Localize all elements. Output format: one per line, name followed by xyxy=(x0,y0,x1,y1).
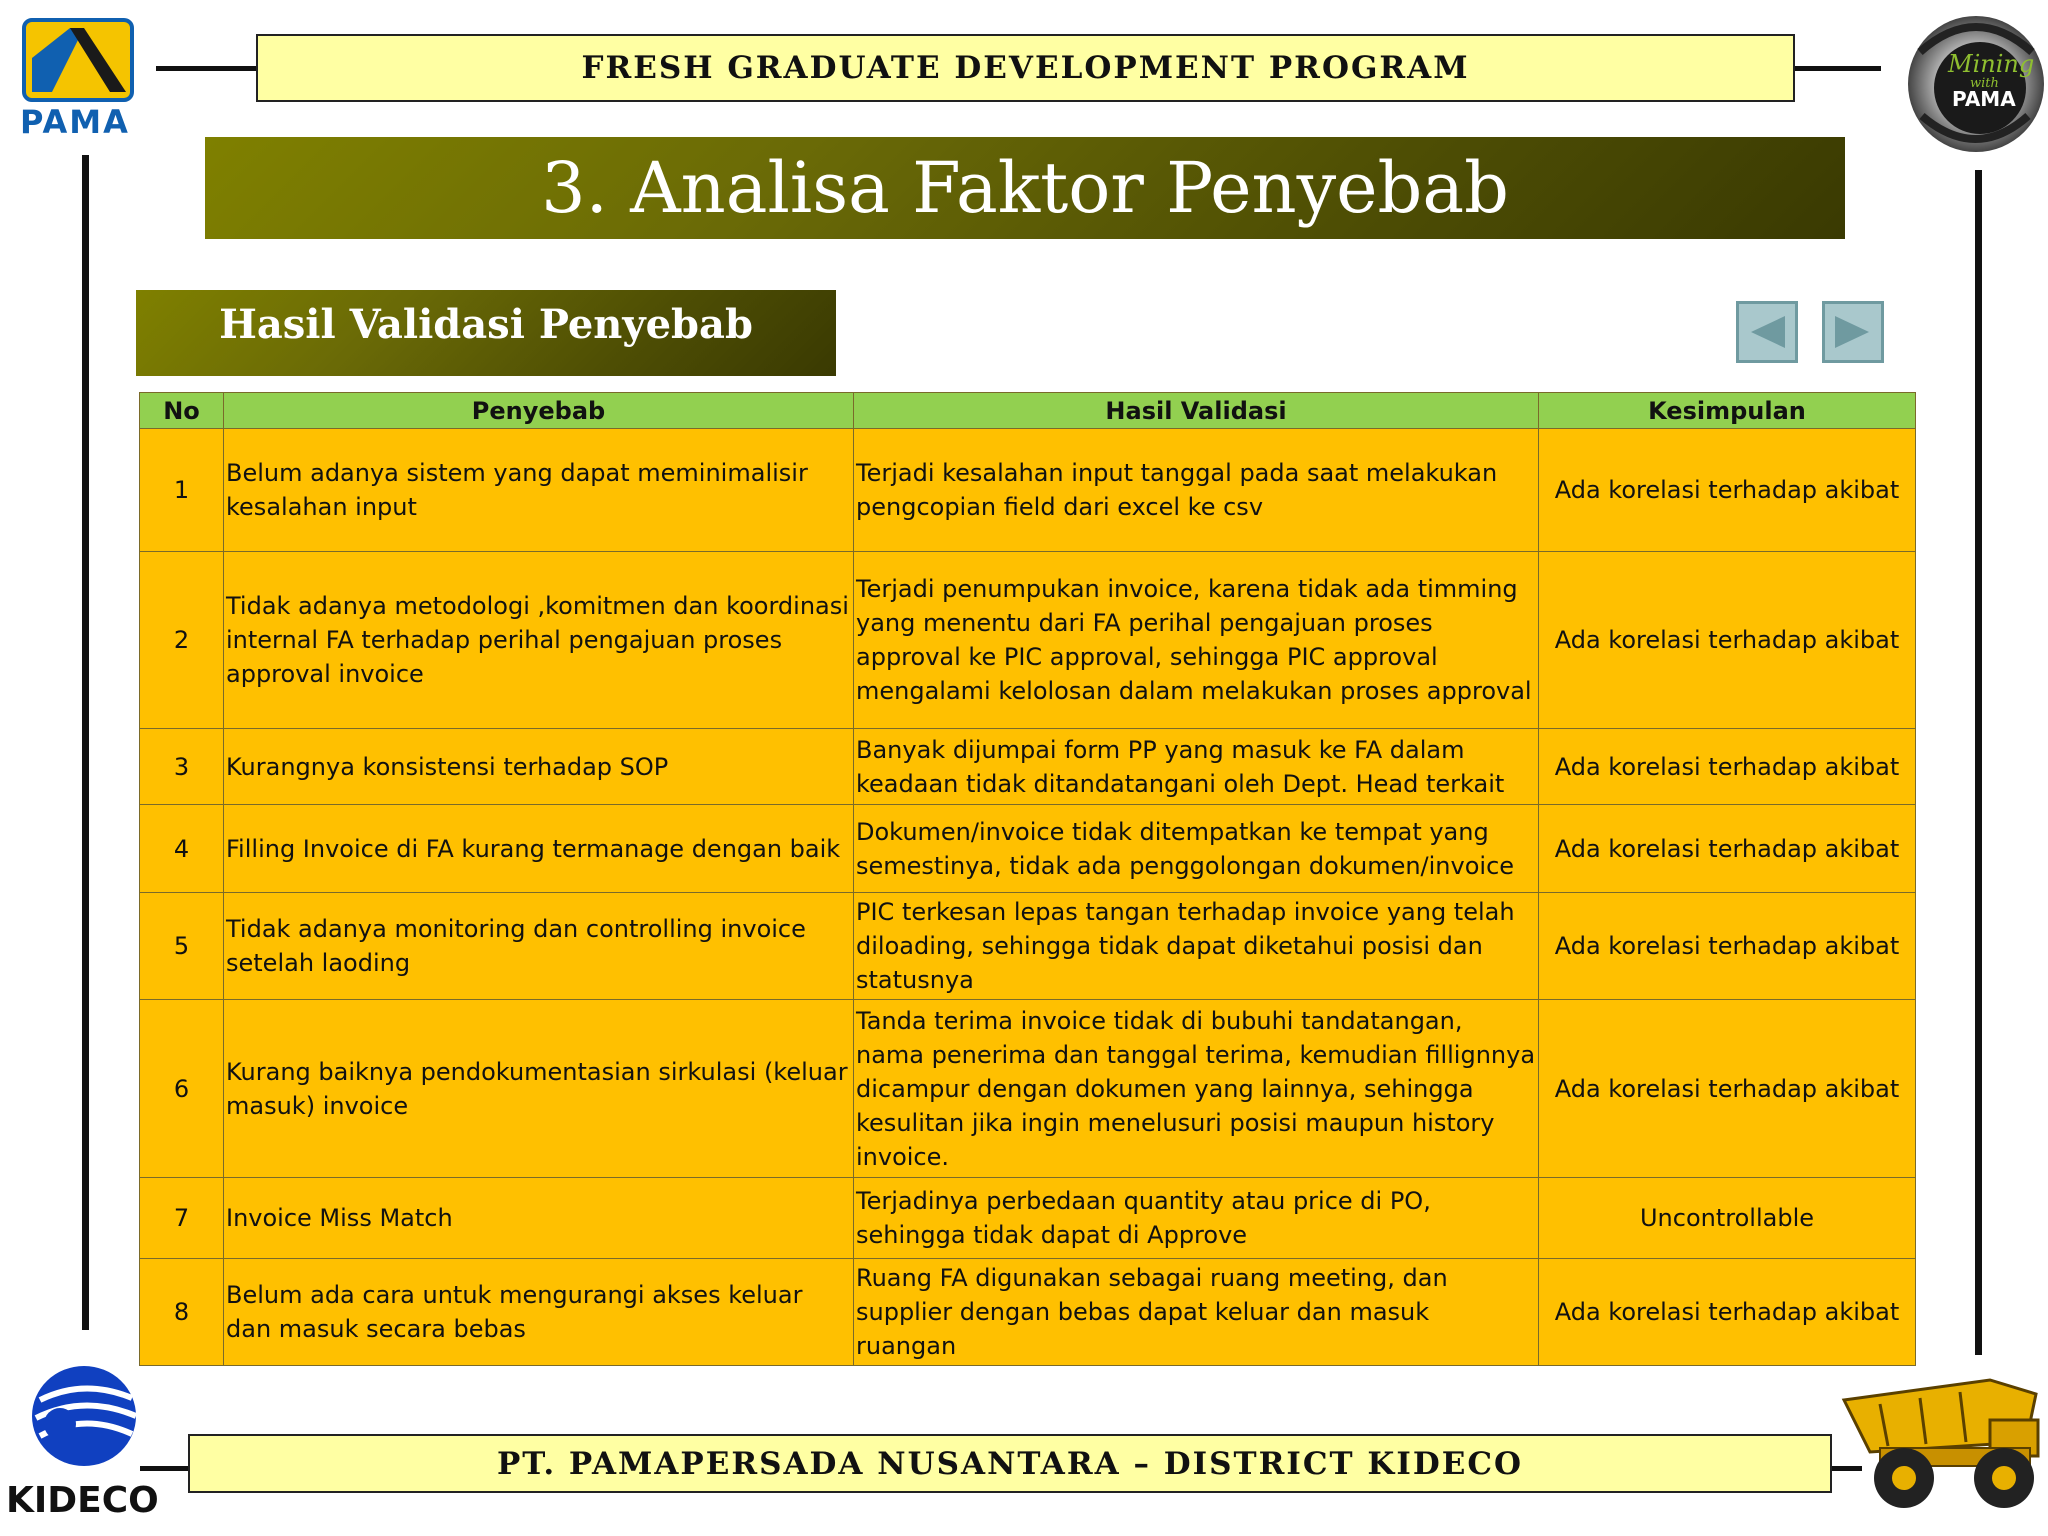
company-district: PT. PAMAPERSADA NUSANTARA – DISTRICT KIDECO xyxy=(496,1445,1524,1482)
company-footer-banner xyxy=(188,1434,1832,1493)
row-no: 8 xyxy=(140,1259,224,1366)
footer-rule-left xyxy=(140,1466,188,1471)
table-row xyxy=(140,893,1916,1000)
row-no: 7 xyxy=(140,1178,224,1259)
row-cause: Tidak adanya monitoring dan controlling invoice setelah laoding xyxy=(224,893,854,1000)
table-row xyxy=(140,1178,1916,1259)
row-cause: Kurangnya konsistensi terhadap SOP xyxy=(224,729,854,805)
row-no: 2 xyxy=(140,552,224,729)
table-row xyxy=(140,805,1916,893)
row-result: Terjadinya perbedaan quantity atau price di PO, sehingga tidak dapat di Approve xyxy=(854,1178,1539,1259)
row-result: PIC terkesan lepas tangan terhadap invoice yang telah diloading, sehingga tidak dapat diketahui posisi dan statusnya xyxy=(854,893,1539,1000)
motto-line-2: with xyxy=(1970,76,1999,91)
row-cause: Belum ada cara untuk mengurangi akses keluar dan masuk secara bebas xyxy=(224,1259,854,1366)
table-row xyxy=(140,552,1916,729)
validation-table xyxy=(139,392,1916,1366)
row-result: Terjadi penumpukan invoice, karena tidak ada timming yang menentu dari FA perihal pengajuan proses approval ke PIC approval, sehingga PIC approval mengalami kelolosan dalam melakukan proses approval xyxy=(854,552,1539,729)
motto-line-3: PAMA xyxy=(1952,87,2016,111)
row-no: 4 xyxy=(140,805,224,893)
row-result: Tanda terima invoice tidak di bubuhi tandatangan, nama penerima dan tanggal terima, kemudian fillignnya dicampur dengan dokumen yang lainnya, sehingga kesulitan jika ingin menelusuri posisi maupun history invoice. xyxy=(854,1000,1539,1178)
row-conclusion: Ada korelasi terhadap akibat xyxy=(1539,729,1916,805)
row-conclusion: Ada korelasi terhadap akibat xyxy=(1539,429,1916,552)
row-conclusion: Ada korelasi terhadap akibat xyxy=(1539,893,1916,1000)
table-row xyxy=(140,729,1916,805)
header-no: No xyxy=(140,393,224,429)
table-row xyxy=(140,429,1916,552)
slide-title-bar xyxy=(205,137,1845,239)
row-conclusion: Ada korelasi terhadap akibat xyxy=(1539,805,1916,893)
table-header-row xyxy=(140,393,1916,429)
row-conclusion: Ada korelasi terhadap akibat xyxy=(1539,1259,1916,1366)
row-cause: Belum adanya sistem yang dapat meminimalisir kesalahan input xyxy=(224,429,854,552)
pama-logo-icon xyxy=(22,18,134,102)
header-rule-right xyxy=(1795,66,1881,71)
dump-truck-icon xyxy=(1840,1360,2048,1510)
right-border-rule xyxy=(1975,170,1982,1355)
header-result: Hasil Validasi xyxy=(854,393,1539,429)
header-cause: Penyebab xyxy=(224,393,854,429)
table-row xyxy=(140,1259,1916,1366)
header-rule-left xyxy=(156,66,256,71)
header-conclusion: Kesimpulan xyxy=(1539,393,1916,429)
pama-logo-text: PAMA xyxy=(20,103,130,141)
row-conclusion: Ada korelasi terhadap akibat xyxy=(1539,1000,1916,1178)
triangle-right-icon xyxy=(1831,312,1875,352)
row-cause: Invoice Miss Match xyxy=(224,1178,854,1259)
next-slide-button[interactable] xyxy=(1822,301,1884,363)
kideco-logo-icon xyxy=(26,1360,144,1470)
program-title-banner xyxy=(256,34,1795,102)
row-no: 3 xyxy=(140,729,224,805)
row-conclusion: Uncontrollable xyxy=(1539,1178,1916,1259)
row-result: Ruang FA digunakan sebagai ruang meeting, dan supplier dengan bebas dapat keluar dan masuk ruangan xyxy=(854,1259,1539,1366)
slide-title: 3. Analisa Faktor Penyebab xyxy=(541,147,1509,229)
slide-subtitle: Hasil Validasi Penyebab xyxy=(219,301,753,348)
triangle-left-icon xyxy=(1745,312,1789,352)
row-conclusion: Ada korelasi terhadap akibat xyxy=(1539,552,1916,729)
row-no: 5 xyxy=(140,893,224,1000)
program-title: FRESH GRADUATE DEVELOPMENT PROGRAM xyxy=(581,50,1470,86)
table-row xyxy=(140,1000,1916,1178)
row-result: Banyak dijumpai form PP yang masuk ke FA dalam keadaan tidak ditandatangani oleh Dept. Head terkait xyxy=(854,729,1539,805)
row-cause: Kurang baiknya pendokumentasian sirkulasi (keluar masuk) invoice xyxy=(224,1000,854,1178)
row-cause: Tidak adanya metodologi ,komitmen dan koordinasi internal FA terhadap perihal pengajuan proses approval invoice xyxy=(224,552,854,729)
subtitle-bar xyxy=(136,290,836,376)
motto-line-1: Mining xyxy=(1948,50,2035,78)
kideco-logo-text: KIDECO xyxy=(6,1480,159,1521)
row-result: Dokumen/invoice tidak ditempatkan ke tempat yang semestinya, tidak ada penggolongan dokumen/invoice xyxy=(854,805,1539,893)
row-no: 1 xyxy=(140,429,224,552)
left-border-rule xyxy=(82,155,89,1330)
prev-slide-button[interactable] xyxy=(1736,301,1798,363)
row-result: Terjadi kesalahan input tanggal pada saat melakukan pengcopian field dari excel ke csv xyxy=(854,429,1539,552)
row-cause: Filling Invoice di FA kurang termanage dengan baik xyxy=(224,805,854,893)
row-no: 6 xyxy=(140,1000,224,1178)
